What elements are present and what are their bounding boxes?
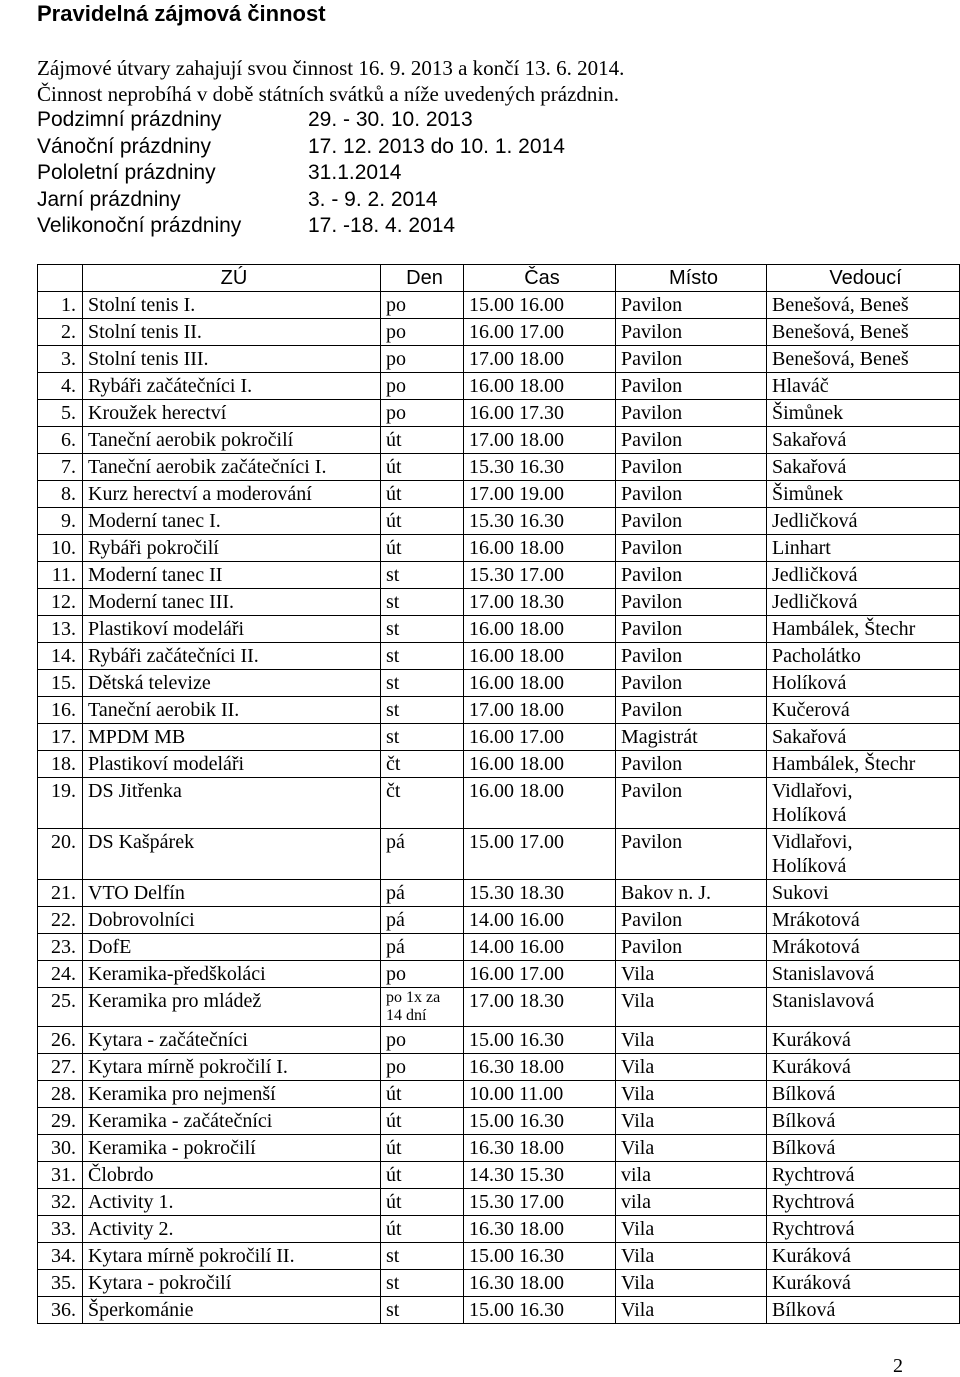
leader: Stanislavová <box>767 961 960 988</box>
day: po <box>381 373 464 400</box>
leader: Benešová, Beneš <box>767 346 960 373</box>
header-vedouci: Vedoucí <box>767 265 960 292</box>
location: Vila <box>616 988 767 1027</box>
table-row <box>38 1216 960 1243</box>
row-number: 22. <box>38 907 83 934</box>
location: Pavilon <box>616 346 767 373</box>
location: Pavilon <box>616 535 767 562</box>
row-number: 13. <box>38 616 83 643</box>
leader: Rychtrová <box>767 1189 960 1216</box>
time: 16.00 18.00 <box>464 778 616 829</box>
leader: Holíková <box>767 670 960 697</box>
location: Pavilon <box>616 643 767 670</box>
leader: Hlaváč <box>767 373 960 400</box>
day: st <box>381 724 464 751</box>
holiday-date: 17. 12. 2013 do 10. 1. 2014 <box>308 134 565 158</box>
table-row <box>38 292 960 319</box>
schedule-table <box>37 264 960 1324</box>
intro-line-1: Zájmové útvary zahajují svou činnost 16. 9. 2013 a končí 13. 6. 2014. <box>37 56 625 80</box>
table-row <box>38 961 960 988</box>
location: Vila <box>616 1297 767 1324</box>
activity-name: Dobrovolníci <box>83 907 381 934</box>
intro-line-2: Činnost neprobíhá v době státních svátků a níže uvedených prázdnin. <box>37 82 620 106</box>
table-row <box>38 778 960 829</box>
row-number: 6. <box>38 427 83 454</box>
leader: Šimůnek <box>767 400 960 427</box>
location: Vila <box>616 1081 767 1108</box>
time: 16.00 18.00 <box>464 643 616 670</box>
table-row <box>38 1189 960 1216</box>
table-row <box>38 400 960 427</box>
holiday-date: 29. - 30. 10. 2013 <box>308 108 473 131</box>
leader: Jedličková <box>767 589 960 616</box>
table-row <box>38 1297 960 1324</box>
time: 14.00 16.00 <box>464 934 616 961</box>
activity-name: Rybáři začátečníci II. <box>83 643 381 670</box>
location: Pavilon <box>616 562 767 589</box>
activity-name: DS Kašpárek <box>83 829 381 880</box>
time: 16.00 18.00 <box>464 373 616 400</box>
row-number: 30. <box>38 1135 83 1162</box>
location: Pavilon <box>616 427 767 454</box>
location: Pavilon <box>616 508 767 535</box>
row-number: 25. <box>38 988 83 1027</box>
day: st <box>381 1243 464 1270</box>
location: Vila <box>616 1135 767 1162</box>
row-number: 23. <box>38 934 83 961</box>
leader: Kuráková <box>767 1270 960 1297</box>
activity-name: MPDM MB <box>83 724 381 751</box>
location: Pavilon <box>616 829 767 880</box>
page-number: 2 <box>893 1355 903 1377</box>
table-row <box>38 670 960 697</box>
day: út <box>381 1216 464 1243</box>
row-number: 11. <box>38 562 83 589</box>
activity-name: Kroužek herectví <box>83 400 381 427</box>
activity-name: Keramika-předškoláci <box>83 961 381 988</box>
holiday-date: 17. -18. 4. 2014 <box>308 214 456 237</box>
leader: Kuráková <box>767 1027 960 1054</box>
holiday-name: Velikonoční prázdniny <box>37 214 242 237</box>
location: Pavilon <box>616 616 767 643</box>
leader: Benešová, Beneš <box>767 319 960 346</box>
day: po <box>381 400 464 427</box>
location: Pavilon <box>616 697 767 724</box>
activity-name: Taneční aerobik začátečníci I. <box>83 454 381 481</box>
leader: Linhart <box>767 535 960 562</box>
table-row <box>38 481 960 508</box>
table-row <box>38 724 960 751</box>
day: po <box>381 961 464 988</box>
activity-name: Taneční aerobik pokročilí <box>83 427 381 454</box>
header-number <box>38 265 83 292</box>
day: po <box>381 292 464 319</box>
location: Vila <box>616 1270 767 1297</box>
holiday-date: 31.1.2014 <box>308 161 402 184</box>
activity-name: Kytara mírně pokročilí I. <box>83 1054 381 1081</box>
leader: Pacholátko <box>767 643 960 670</box>
activity-name: Kytara mírně pokročilí II. <box>83 1243 381 1270</box>
time: 17.00 18.00 <box>464 346 616 373</box>
activity-name: DS Jitřenka <box>83 778 381 829</box>
table-row <box>38 697 960 724</box>
time: 10.00 11.00 <box>464 1081 616 1108</box>
table-row <box>38 427 960 454</box>
row-number: 5. <box>38 400 83 427</box>
row-number: 7. <box>38 454 83 481</box>
table-row <box>38 988 960 1027</box>
table-row <box>38 1027 960 1054</box>
leader: Jedličková <box>767 508 960 535</box>
activity-name: Plastikoví modeláři <box>83 616 381 643</box>
location: Pavilon <box>616 670 767 697</box>
row-number: 27. <box>38 1054 83 1081</box>
day: út <box>381 535 464 562</box>
location: Pavilon <box>616 400 767 427</box>
day: st <box>381 697 464 724</box>
table-row <box>38 535 960 562</box>
activity-name: Keramika pro nejmenší <box>83 1081 381 1108</box>
time: 16.00 18.00 <box>464 535 616 562</box>
row-number: 20. <box>38 829 83 880</box>
day: čt <box>381 778 464 829</box>
day: út <box>381 1189 464 1216</box>
table-row <box>38 373 960 400</box>
leader: Bílková <box>767 1297 960 1324</box>
activity-name: Kurz herectví a moderování <box>83 481 381 508</box>
location: Vila <box>616 1027 767 1054</box>
time: 16.00 18.00 <box>464 751 616 778</box>
day: st <box>381 1297 464 1324</box>
day: pá <box>381 829 464 880</box>
time: 15.00 16.30 <box>464 1027 616 1054</box>
activity-name: Stolní tenis III. <box>83 346 381 373</box>
leader: Vidlařovi, Holíková <box>767 778 960 829</box>
time: 17.00 18.30 <box>464 988 616 1027</box>
day: st <box>381 616 464 643</box>
day: pá <box>381 907 464 934</box>
row-number: 28. <box>38 1081 83 1108</box>
day: po <box>381 1027 464 1054</box>
row-number: 21. <box>38 880 83 907</box>
day: út <box>381 1108 464 1135</box>
leader: Bílková <box>767 1108 960 1135</box>
table-row <box>38 589 960 616</box>
location: Pavilon <box>616 751 767 778</box>
time: 17.00 18.00 <box>464 697 616 724</box>
leader: Bílková <box>767 1135 960 1162</box>
day: po <box>381 319 464 346</box>
activity-name: Keramika - začátečníci <box>83 1108 381 1135</box>
table-row <box>38 751 960 778</box>
time: 16.00 17.00 <box>464 724 616 751</box>
table-row <box>38 454 960 481</box>
header-misto: Místo <box>616 265 767 292</box>
row-number: 3. <box>38 346 83 373</box>
row-number: 33. <box>38 1216 83 1243</box>
activity-name: Šperkománie <box>83 1297 381 1324</box>
activity-name: Stolní tenis I. <box>83 292 381 319</box>
activity-name: Moderní tanec II <box>83 562 381 589</box>
time: 16.30 18.00 <box>464 1270 616 1297</box>
time: 15.30 17.00 <box>464 1189 616 1216</box>
location: Pavilon <box>616 292 767 319</box>
leader: Bílková <box>767 1081 960 1108</box>
time: 16.30 18.00 <box>464 1216 616 1243</box>
table-row <box>38 907 960 934</box>
table-row <box>38 1054 960 1081</box>
location: Pavilon <box>616 319 767 346</box>
table-header-row <box>38 265 960 292</box>
holiday-list <box>37 107 565 240</box>
location: Vila <box>616 1054 767 1081</box>
day: út <box>381 1135 464 1162</box>
activity-name: Rybáři pokročilí <box>83 535 381 562</box>
table-row <box>38 1135 960 1162</box>
holiday-name: Podzimní prázdniny <box>37 108 222 131</box>
time: 15.30 17.00 <box>464 562 616 589</box>
table-row <box>38 346 960 373</box>
table-row <box>38 880 960 907</box>
leader: Kuráková <box>767 1054 960 1081</box>
activity-name: Keramika pro mládež <box>83 988 381 1027</box>
location: Pavilon <box>616 589 767 616</box>
table-row <box>38 1270 960 1297</box>
day: po 1x za 14 dní <box>381 988 464 1027</box>
activity-name: Moderní tanec I. <box>83 508 381 535</box>
time: 16.00 18.00 <box>464 670 616 697</box>
time: 16.30 18.00 <box>464 1054 616 1081</box>
day: út <box>381 1162 464 1189</box>
location: Pavilon <box>616 907 767 934</box>
time: 16.00 17.00 <box>464 319 616 346</box>
row-number: 2. <box>38 319 83 346</box>
location: Pavilon <box>616 934 767 961</box>
day: út <box>381 454 464 481</box>
leader: Mrákotová <box>767 934 960 961</box>
table-row <box>38 616 960 643</box>
activity-name: Keramika - pokročilí <box>83 1135 381 1162</box>
activity-name: Taneční aerobik II. <box>83 697 381 724</box>
time: 15.30 18.30 <box>464 880 616 907</box>
activity-name: Stolní tenis II. <box>83 319 381 346</box>
header-den: Den <box>381 265 464 292</box>
table-row <box>38 1108 960 1135</box>
holiday-date: 3. - 9. 2. 2014 <box>308 187 438 211</box>
leader: Kučerová <box>767 697 960 724</box>
leader: Sakařová <box>767 427 960 454</box>
table-row <box>38 1081 960 1108</box>
holiday-name: Jarní prázdniny <box>37 187 181 211</box>
day: st <box>381 562 464 589</box>
time: 15.30 16.30 <box>464 454 616 481</box>
row-number: 31. <box>38 1162 83 1189</box>
page-title: Pravidelná zájmová činnost <box>37 1 326 26</box>
time: 15.00 16.00 <box>464 292 616 319</box>
leader: Sukovi <box>767 880 960 907</box>
activity-name: Plastikoví modeláři <box>83 751 381 778</box>
row-number: 4. <box>38 373 83 400</box>
header-zu: ZÚ <box>83 265 381 292</box>
day: st <box>381 670 464 697</box>
time: 17.00 19.00 <box>464 481 616 508</box>
day: út <box>381 1081 464 1108</box>
leader: Hambálek, Štechr <box>767 616 960 643</box>
day: pá <box>381 934 464 961</box>
row-number: 32. <box>38 1189 83 1216</box>
leader: Mrákotová <box>767 907 960 934</box>
holiday-row <box>37 187 565 214</box>
holiday-row <box>37 160 565 187</box>
day: čt <box>381 751 464 778</box>
row-number: 19. <box>38 778 83 829</box>
row-number: 14. <box>38 643 83 670</box>
holiday-row <box>37 107 565 134</box>
table-row <box>38 562 960 589</box>
time: 15.00 16.30 <box>464 1108 616 1135</box>
day: po <box>381 346 464 373</box>
location: vila <box>616 1162 767 1189</box>
row-number: 34. <box>38 1243 83 1270</box>
location: Magistrát <box>616 724 767 751</box>
leader: Šimůnek <box>767 481 960 508</box>
row-number: 26. <box>38 1027 83 1054</box>
row-number: 29. <box>38 1108 83 1135</box>
location: vila <box>616 1189 767 1216</box>
row-number: 35. <box>38 1270 83 1297</box>
row-number: 15. <box>38 670 83 697</box>
time: 15.00 17.00 <box>464 829 616 880</box>
location: Pavilon <box>616 481 767 508</box>
holiday-name: Pololetní prázdniny <box>37 161 216 184</box>
time: 16.00 17.00 <box>464 961 616 988</box>
location: Vila <box>616 1108 767 1135</box>
row-number: 16. <box>38 697 83 724</box>
row-number: 18. <box>38 751 83 778</box>
table-row <box>38 829 960 880</box>
location: Pavilon <box>616 373 767 400</box>
activity-name: Moderní tanec III. <box>83 589 381 616</box>
day: st <box>381 643 464 670</box>
day: pá <box>381 880 464 907</box>
header-cas: Čas <box>464 265 616 292</box>
day: út <box>381 427 464 454</box>
day: út <box>381 508 464 535</box>
holiday-row <box>37 213 565 240</box>
row-number: 8. <box>38 481 83 508</box>
table-row <box>38 643 960 670</box>
day: st <box>381 589 464 616</box>
table-row <box>38 1243 960 1270</box>
leader: Hambálek, Štechr <box>767 751 960 778</box>
table-row <box>38 319 960 346</box>
activity-name: Kytara - začátečníci <box>83 1027 381 1054</box>
row-number: 10. <box>38 535 83 562</box>
time: 14.30 15.30 <box>464 1162 616 1189</box>
day: út <box>381 481 464 508</box>
activity-name: Activity 1. <box>83 1189 381 1216</box>
row-number: 1. <box>38 292 83 319</box>
table-row <box>38 508 960 535</box>
time: 17.00 18.00 <box>464 427 616 454</box>
time: 15.00 16.30 <box>464 1243 616 1270</box>
leader: Stanislavová <box>767 988 960 1027</box>
location: Vila <box>616 1216 767 1243</box>
time: 15.30 16.30 <box>464 508 616 535</box>
time: 16.30 18.00 <box>464 1135 616 1162</box>
intro-text <box>37 55 624 107</box>
leader: Rychtrová <box>767 1216 960 1243</box>
location: Vila <box>616 1243 767 1270</box>
location: Pavilon <box>616 454 767 481</box>
location: Vila <box>616 961 767 988</box>
activity-name: DofE <box>83 934 381 961</box>
time: 15.00 16.30 <box>464 1297 616 1324</box>
leader: Vidlařovi, Holíková <box>767 829 960 880</box>
activity-name: Activity 2. <box>83 1216 381 1243</box>
row-number: 12. <box>38 589 83 616</box>
time: 16.00 18.00 <box>464 616 616 643</box>
time: 16.00 17.30 <box>464 400 616 427</box>
activity-name: Člobrdo <box>83 1162 381 1189</box>
activity-name: Kytara - pokročilí <box>83 1270 381 1297</box>
time: 14.00 16.00 <box>464 907 616 934</box>
leader: Rychtrová <box>767 1162 960 1189</box>
row-number: 36. <box>38 1297 83 1324</box>
holiday-row <box>37 134 565 161</box>
leader: Benešová, Beneš <box>767 292 960 319</box>
table-row <box>38 1162 960 1189</box>
activity-name: Dětská televize <box>83 670 381 697</box>
day: po <box>381 1054 464 1081</box>
location: Pavilon <box>616 778 767 829</box>
activity-name: Rybáři začátečníci I. <box>83 373 381 400</box>
activity-name: VTO Delfín <box>83 880 381 907</box>
time: 17.00 18.30 <box>464 589 616 616</box>
holiday-name: Vánoční prázdniny <box>37 134 211 158</box>
row-number: 17. <box>38 724 83 751</box>
leader: Kuráková <box>767 1243 960 1270</box>
leader: Jedličková <box>767 562 960 589</box>
leader: Sakařová <box>767 724 960 751</box>
row-number: 24. <box>38 961 83 988</box>
table-row <box>38 934 960 961</box>
location: Bakov n. J. <box>616 880 767 907</box>
leader: Sakařová <box>767 454 960 481</box>
day: st <box>381 1270 464 1297</box>
row-number: 9. <box>38 508 83 535</box>
